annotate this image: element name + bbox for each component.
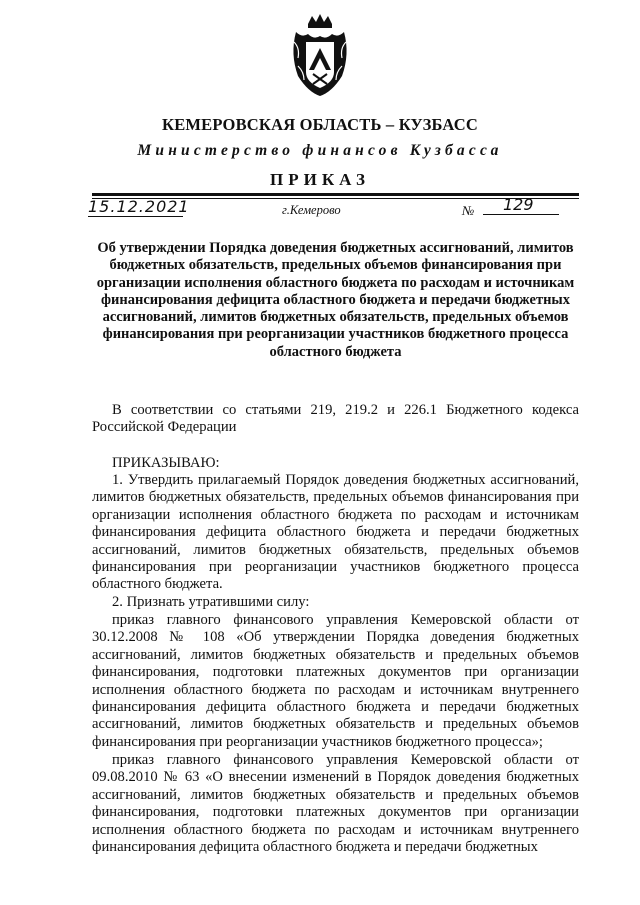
region-title: КЕМЕРОВСКАЯ ОБЛАСТЬ – КУЗБАСС — [162, 115, 478, 134]
order-number: 129 — [483, 196, 559, 215]
order-word: ПРИКАЗЫВАЮ: — [112, 455, 220, 471]
document-type: ПРИКАЗ — [270, 170, 370, 189]
number-label: № — [462, 203, 475, 218]
item-2-order-a: приказ главного финансового управления Кемеровской области от 30.12.2008 № 108 «Об утверждении Порядка доведения бюджетных ассигнований, лимитов бюджетных обязательств и предельных объемов финансирования, подготовки платежных документов при организации исполнения областного бюджета по расходам и источникам внутреннего финансирования дефицита областного бюджета и передачи бюджетных ассигнований, лимитов бюджетных обязательств и предельных объемов финансирования при реорганизации участников бюджетного процесса»; — [92, 612, 579, 750]
ministry-name: Министерство финансов Кузбасса — [137, 142, 503, 159]
item-1: 1. Утвердить прилагаемый Порядок доведения бюджетных ассигнований, лимитов бюджетных обязательств, предельных объемов финансирования при организации исполнения областного бюджета по расходам и источникам финансирования дефицита областного бюджета и передачи бюджетных ассигнований, лимитов бюджетных обязательств, предельных объемов финансирования при реорганизации участников бюджетного процесса областного бюджета. — [92, 472, 579, 593]
city: г.Кемерово — [282, 203, 341, 217]
item-2: 2. Признать утратившими силу: — [112, 594, 310, 610]
coat-of-arms-icon — [288, 14, 352, 98]
legal-basis: В соответствии со статьями 219, 219.2 и 226.1 Бюджетного кодекса Российской Федерации — [92, 402, 579, 436]
order-date: 15.12.2021 — [88, 197, 190, 216]
order-subject: Об утверждении Порядка доведения бюджетных ассигнований, лимитов бюджетных обязательств, предельных объемов финансирования при организации исполнения областного бюджета по расходам и источникам финансирования дефицита областного бюджета и передачи бюджетных ассигнований, лимитов бюджетных обязательств, предельных объемов финансирования при реорганизации участников бюджетного процесса областного бюджета — [96, 240, 575, 360]
item-2-order-b: приказ главного финансового управления Кемеровской области от 09.08.2010 № 63 «О внесении изменений в Порядок доведения бюджетных ассигнований, лимитов бюджетных обязательств и предельных объемов финансирования, подготовки платежных документов при организации исполнения областного бюджета по расходам и источникам внутреннего финансирования дефицита областного бюджета и передачи бюджетных — [92, 752, 579, 856]
